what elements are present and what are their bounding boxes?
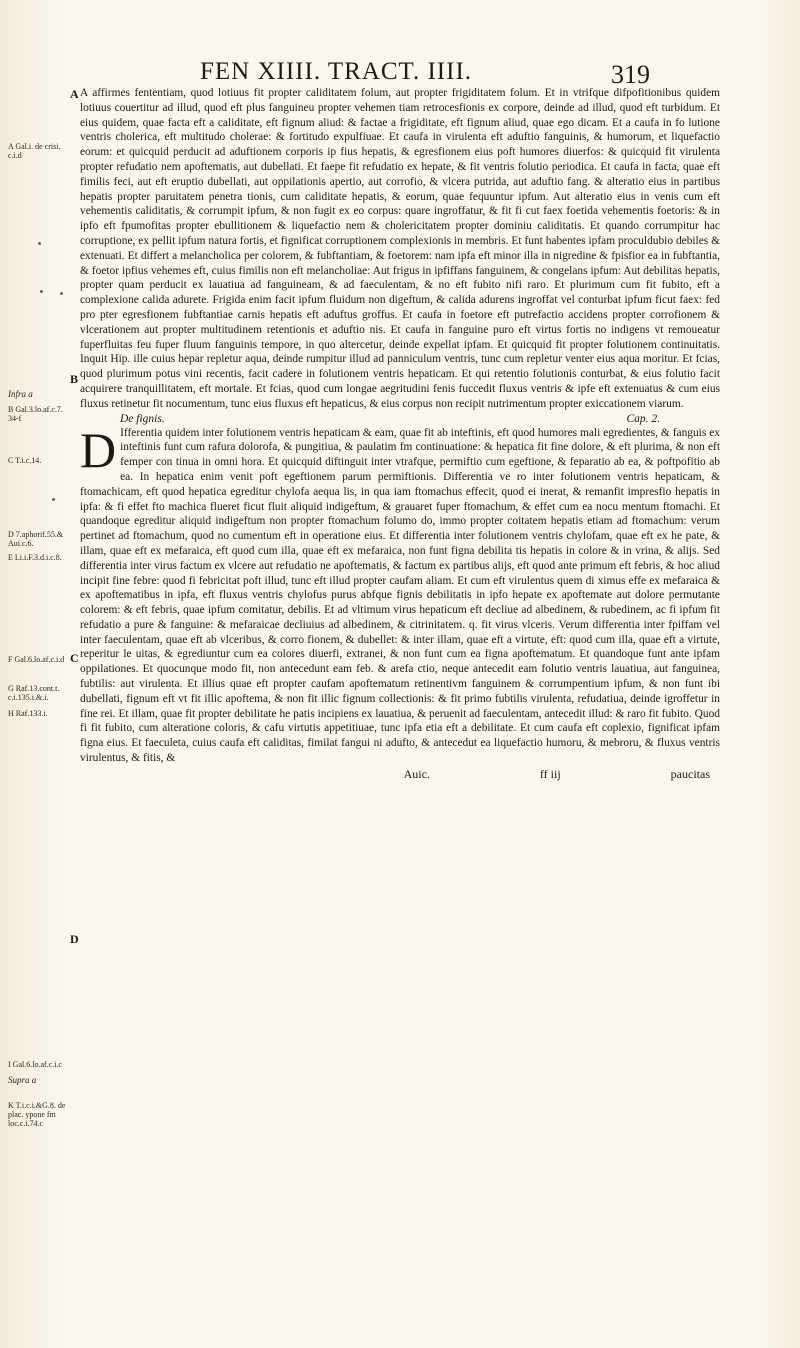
catchword: paucitas <box>670 766 710 781</box>
ink-speck <box>40 290 43 293</box>
running-title: FEN XIIII. TRACT. IIII. <box>200 58 473 85</box>
page-number: 319 <box>611 60 650 89</box>
margin-note: C T.i.c.14. <box>8 456 42 465</box>
margin-note: A Gal.i. de crisi. c.i.d <box>8 142 61 160</box>
catchword-auic: Auic. <box>403 766 430 781</box>
paragraph: A affirmes fententiam, quod lotiuus fit propter caliditatem folum, aut propter frigiditatem folum. Et in vtrifque difpofitionibus quidem lotiuus couertitur ad illud, quod eft plus fanguineu propter vehemen tiam retrocesfionis ex corpore, deinde ad illud, quod eft turbidum. Et eius quidem, quae facta eft a caliditate, eft fignum aliud: & factae a frigiditate, eft fignum aliud, quae ego dicam. Et a caufa in fo lutione ventris cholerica, eft multitudo cholerae: & fortitudo expulfiuae. Et caufa in virulenta eft aduftio fanguinis, & humorum, et liquefactio eorum: et quicquid perducit ad aduftionem corporis ip fius hepatis, & egresfionem eius poft humores diuerfos: & quicquid fit virulenta propter refudatio nem apoftematis, aut dubellati. Et faepe fit refudatio ex hepate, & fit ventris folutio periodica. Et caufa in facta, quae eft fimilis feci, aut eft eruptio dubellati, aut oppilationis apertio, aut corrofio, & vlcera putrida, aut aduftio fang. & alteratio eius in partibus hepatis propter paruitatem penetra tionis, cum caliditate hepatis, & eorum, quae fequuntur ipfum. Aut alteratio eius in venis cum eft vehementis caliditatis, & corrumpit ipfum, & non fugit ex eo corpus: quare ingroffatur, & fit fi cut faex foetida vehementis foetoris: & in ipfo eft fpumofitas propter ebullitionem & liquefactio nem & cholericitatem propter dominiu caliditatis. Et quando corrumpitur hac corruptione, ex pellit ipfum natura fortis, et fignificat corruptionem complexionis in membris. Et funt habentes ipfam proculdubio debiles & extenuati. Et differt a melancholica per colorem, & fubftantiam, & foetorem: nam ipfa eft minor illa in nigredine & fpisfior ea in fubftantia, & foetor ipfius vehemes eft, cuius fimilis non eft melancholiae: Aut frigus in ipfiffans fanguinem, & congelans ipfum: Aut debilitas hepatis, propter quam perducit ex lauatiua ad fanguineam, & ad faeculentam, & no eft fubito nifi raro. Et plurimum cum fit fubito, eft a complexione calida adurete. Frigida enim facit ipfum fluidum non digeftum, & calida adurens ingroffat vel conturbat ipfum ficut faex: fed pro pter egresfionem fubftantiae carnis hepatis eft aduftus groffus. Et caufa in foetore eft putrefactio accidens propter corrofionem & vlcerationem aut propter multitudinem retentionis et aduftio nis. Et caufa in fanguine puro eft virtus fortis no indigens vt remoueatur fuperfluitas feu fuper fluum fanguinis tempore, in quo altercetur, deinde expellat ipfam. Et quicquid fit propter folutionem continuitatis. Inquit Hip. ille cuius hepar repletur aqua, deinde rumpitur illud ad panniculum ventris, tunc cum repletur venter eius aqua moritur. Et fcias, quod plurimum potus vini recentis, facit cadere in folutionem ventris hepaticam. Et qui retentio folutionis conturbat, & eius folutio facit acquirere tranquillitatem, eft mortale. Et fcias, quod cum longae aegritudini fenis fuccedit fluxus ventris & ipfe eft extenuatus & cum eius fluxus retinetur fit nocumentum, tunc eius fluxus eft hepaticus, & eius corpus non recipit nutrimentum propter exiccationem viarum. <box>80 87 720 410</box>
margin-note: B Gal.3.lo.af.c.7. 34-f <box>8 405 63 423</box>
margin-note: Infra a <box>8 389 33 399</box>
margin-note: D 7.aphorif.55.& Aui.c.6. <box>8 530 64 548</box>
paragraph-text: Ifferentia quidem inter folutionem ventris hepaticam & eam, quae fit ab inteftinis, eft quod humores mali egredientes, & fanguis ex inteftinis funt cum rafura dolorofa, & pungitiua, & paulatim fm continuatione: & hepatica fit fine dolore, & eft plurima, & non eft femper con tinua in omni hora. Et quicquid diftinguit inter vtrafque, permiftio cum egeftione, & feparatio ab ea, & poftpofitio ab ea. In hepatica enim venit poft egeftionem parum permiftionis. Differentia ve ro inter folutionem ventris hepaticam, & ftomachicam, eft quod hepatica egreditur chylofa aequa lis, in qua iam ftomachus effecit, quod ei inerat, & remanfit impresfio hepatis in ipfa: & fi effet fto machica flueret ficut fluit aliquid indigeftum, & grauaret fuper ftomachum, & effet cum ea nocu mentum ftomachi. Et quandoque egreditur aliquid indigeftum non propter ftomachum folumo do, immo propter coitatem hepatis etiam ad ftomachum: verum pertinet ad ftomachum, quod no cumentum eft in operatione eius. Et differentia inter folutionem ventris chylofam, quae eft ex he pate, & illam, quae eft ex mefaraica, eft quod cum illa, quae eft ex mefaraica, non funt figna debilita tis hepatis in colore & in vrina, & alijs. Sed differentia inter virus factum ex vlcere aut refudatio ne apoftematis, & factum ex partibus alijs, eft quod ante primum eft febris, & hoc aliud incipit fine febre: quod fi febricitat poft illud, tunc eft illud propter caufam aliam. Et cum eft virulentus quem di ximus effe ex mefaraica & ex apoftematibus in ipfa, eft fluxus ventris chylofus purus abfque fignis debilitatis in ipfo hepate ex apoftemate aut dolore permutante colorem: & eft febris, quae ipfum comitatur, debilis. Et ad vltimum virus hepaticum eft decliue ad albedinem, & rubedinem, ac fi ipfum fit refudatio a pure & fanguine: & mefaraicae decliuius ad albedinem, & citrinitatem. q. fit virus vlceris. Verum differentia inter fpiffam vel inter faeculentam, quae eft ab vlceribus, & corro fionem, & dubellet: & inter illam, quae eft a virtute, eft: quod cum illa, quae eft a virtute, reperitur le uitas, & egrediuntur cum ea colores diuerfi, extranei, & non funt cum ea figna apoftematum. Et quandoque funt ante ipfam oppilationes. Et quocunque modo fit, non antecedunt eam feb. & arefa ctio, neque antecedit eam folutio ventris lauatiua, aut fanguinea, fubtilis: aut virulenta. Et illius quae eft propter caufam apoftematum retinentivm fanguinem & corrumpentium ipfum, & non funt ibi dubellati, fignum eft vt fit illic apoftema, & non fit illic fignum collectionis: & fit primo fubtilis virulenta, refudatiua, deinde igroffetur in fine rei. Et illam, quae fit propter debilitate he patis incipiens ex lauatiua, & peruenit ad faeculentam, antecedit illud: & raro fit fubito. Quod fi fit fubito, cum alteratione coloris, & cafu virtutis appetitiuae, tunc ipfa etia eft a debilitate. Et cum caufa eft coplexio, fignificat ipfam figna eius. Et faeculeta, cuius caufa eft caliditas, fimilat fangui ni adufto, & antecedut ea liquefactio humoru, & mebroru, & fluxus ventris virulentus, & fitis, & <box>80 426 720 765</box>
margin-note: G Raf.13.cont.t. c.i.135.i.&.i. <box>8 684 60 702</box>
ink-speck <box>52 498 55 501</box>
margin-note: K T.i.c.i.&G.8. de plac. ypone fm loc.c.i.74.c <box>8 1101 66 1128</box>
side-letter-marker: C <box>70 651 79 665</box>
rubric-title: De fignis. <box>120 412 165 425</box>
margin-note: E Li.i.F.3.d.i.c.8. <box>8 553 62 562</box>
ink-speck <box>60 292 63 295</box>
side-letter-marker: D <box>70 932 79 946</box>
page-footer <box>80 767 720 781</box>
chapter-rubric <box>80 412 720 426</box>
margin-note: Supra a <box>8 1075 37 1085</box>
main-text <box>80 86 720 781</box>
side-letter-marker: A <box>70 87 79 101</box>
margin-note: F Gal.6.lo.af.c.i.d <box>8 655 65 664</box>
side-letter-marker: B <box>70 372 79 386</box>
drop-cap: D <box>80 421 117 478</box>
margin-note: H Raf.133.i. <box>8 709 48 718</box>
signature-mark: ff iij <box>539 766 561 781</box>
margin-note: I Gal.6.lo.af.c.i.c <box>8 1060 62 1069</box>
ink-speck <box>38 242 41 245</box>
chapter-number: Cap. 2. <box>626 412 660 425</box>
paragraph <box>80 421 720 766</box>
